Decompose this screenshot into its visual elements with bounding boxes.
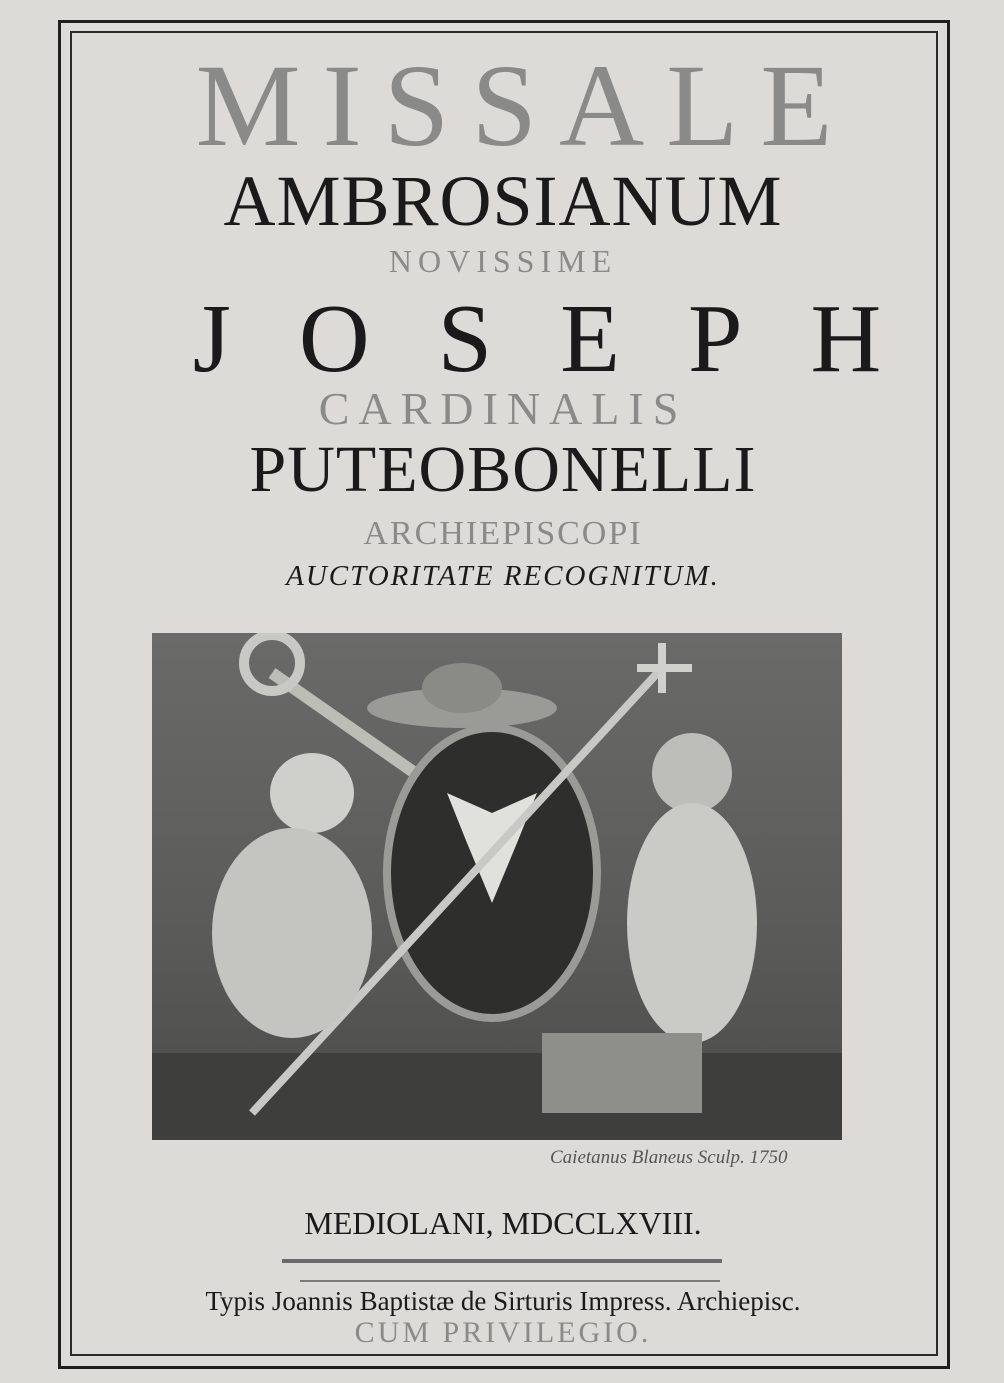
engraver-signature: Caietanus Blaneus Sculp. 1750 [550, 1147, 788, 1168]
putto-left-body [212, 828, 372, 1038]
putto-right-head [652, 733, 732, 813]
title-joseph: JOSEPH [192, 285, 950, 393]
putto-left-head [270, 753, 354, 833]
coat-of-arms-engraving [152, 633, 842, 1140]
engraving-illustration [152, 633, 842, 1140]
rule-thick [282, 1259, 722, 1263]
title-auctoritate: AUCTORITATE RECOGNITUM. [286, 560, 720, 592]
title-cardinalis: CARDINALIS [318, 383, 688, 434]
imprint-printer: Typis Joannis Baptistæ de Sirturis Impress. Archiepisc. [205, 1286, 801, 1316]
imprint-privilege: CUM PRIVILEGIO. [354, 1316, 652, 1349]
imprint-place-date: MEDIOLANI, MDCCLXVIII. [304, 1205, 702, 1241]
title-ambrosianum: AMBROSIANUM [223, 161, 783, 241]
title-missale: MISSALE [195, 40, 855, 171]
title-archiepiscopi: ARCHIEPISCOPI [363, 515, 643, 552]
title-puteobonelli: PUTEOBONELLI [249, 433, 757, 506]
putto-right-body [627, 803, 757, 1043]
pedestal [542, 1033, 702, 1113]
title-novissime: NOVISSIME [388, 243, 618, 279]
rule-thin [300, 1280, 720, 1282]
